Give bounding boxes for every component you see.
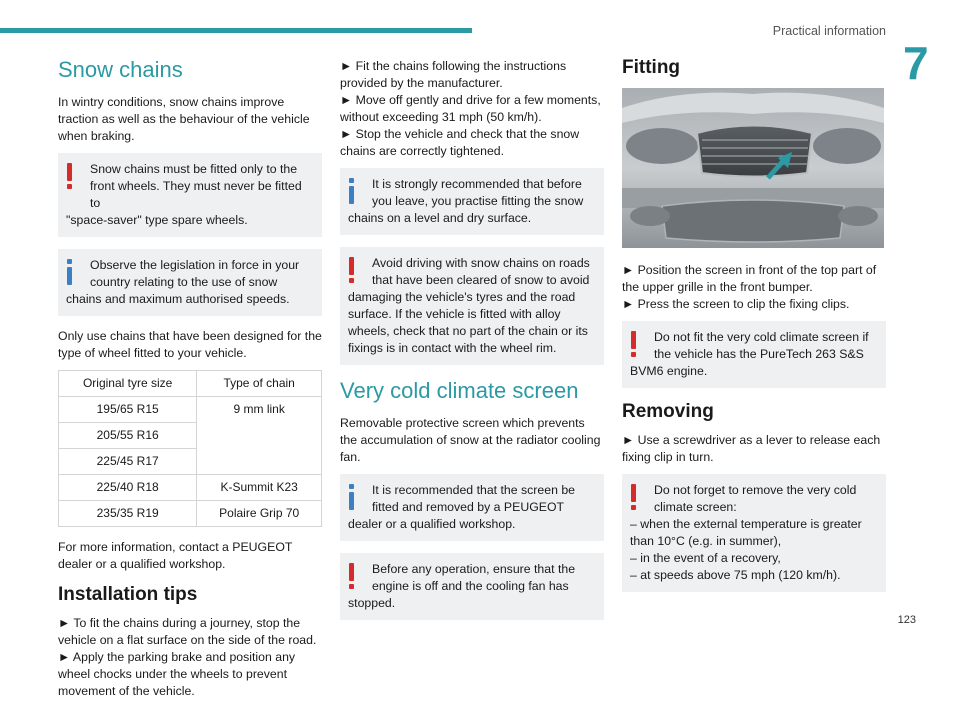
column-1 [58,52,322,708]
table-header: Type of chain [197,371,322,397]
table-header-row [59,371,322,397]
installation-steps [58,615,322,700]
removing-step: ► Use a screwdriver as a lever to release each fixing clip in turn. [622,433,881,464]
step-item: ► Press the screen to clip the fixing clips. [622,297,850,311]
info-icon [346,178,358,204]
snow-chains-heading: Snow chains [58,57,183,82]
warning-note: Do not fit the very cold climate screen if the vehicle has the PureTech 263 S&S BVM6 engine. [622,321,886,388]
list-item: – when the external temperature is greater than 10°C (e.g. in summer), [630,517,862,548]
warning-icon [628,484,640,510]
chain-usage-text: Only use chains that have been designed for the type of wheel fitted to your vehicle. [58,329,322,360]
step-item: ► To fit the chains during a journey, stop the vehicle on a flat surface on the side of the road. [58,616,317,647]
column-2 [340,58,604,632]
table-cell: 225/40 R18 [59,475,197,501]
warning-icon [346,563,358,589]
step-item: ► Move off gently and drive for a few moments, without exceeding 31 mph (50 km/h). [340,93,601,124]
fitting-steps [622,262,886,313]
cold-climate-heading: Very cold climate screen [340,378,579,403]
info-note: It is recommended that the screen be fitted and removed by a PEUGEOT dealer or a qualified workshop. [340,474,604,541]
step-item: ► Fit the chains following the instructions provided by the manufacturer. [340,59,567,90]
warning-note: Do not forget to remove the very cold climate screen: – when the external temperature is greater than 10°C (e.g. in summer), – in the event of a recovery, – at speeds above 75 mph (120 km/h). [622,474,886,592]
info-icon [346,484,358,510]
table-header: Original tyre size [59,371,197,397]
warning-icon [346,257,358,283]
info-note: It is strongly recommended that before you leave, you practise fitting the snow chains on a level and dry surface. [340,168,604,235]
table-cell: 235/35 R19 [59,501,197,527]
page-number: 123 [897,614,916,626]
table-row [59,501,322,527]
fitting-heading: Fitting [622,57,681,78]
warning-note: Avoid driving with snow chains on roads that have been cleared of snow to avoid damaging the vehicle's tyres and the road surface. If the vehicle is fitted with alloy wheels, check that no part of the chain or its fixings is in contact with the wheel rim. [340,247,604,365]
column-3 [622,52,886,604]
section-title: Practical information [772,24,886,38]
removing-heading: Removing [622,401,714,422]
table-row [59,475,322,501]
warning-note: Snow chains must be fitted only to the front wheels. They must never be fitted to "space-saver" type spare wheels. [58,153,322,237]
table-cell: Polaire Grip 70 [197,501,322,527]
step-item: ► Apply the parking brake and position any wheel chocks under the wheels to prevent movement of the vehicle. [58,650,296,698]
header-accent-bar [0,28,472,33]
warning-icon [64,163,76,189]
chapter-number: 7 [903,37,929,89]
warning-icon [628,331,640,357]
info-icon [64,259,76,285]
table-row [59,397,322,423]
installation-tips-heading: Installation tips [58,584,198,605]
list-item: – at speeds above 75 mph (120 km/h). [630,568,841,582]
table-cell: 205/55 R16 [59,423,197,449]
table-cell: 9 mm link [197,397,322,475]
car-front-grille-image [622,88,884,248]
step-item: ► Position the screen in front of the top part of the upper grille in the front bumper. [622,263,877,294]
snow-chains-intro: In wintry conditions, snow chains improve traction as well as the behaviour of the vehicle when braking. [58,95,310,143]
fitting-chain-steps [340,58,604,160]
list-item: – in the event of a recovery, [630,551,781,565]
more-info-text: For more information, contact a PEUGEOT dealer or a qualified workshop. [58,540,293,571]
info-note: Observe the legislation in force in your country relating to the use of snow chains and maximum authorised speeds. [58,249,322,316]
table-cell: 195/65 R15 [59,397,197,423]
table-cell: 225/45 R17 [59,449,197,475]
cold-climate-intro: Removable protective screen which prevents the accumulation of snow at the radiator cooling fan. [340,416,601,464]
table-cell: K-Summit K23 [197,475,322,501]
chain-table [58,370,322,527]
warning-note: Before any operation, ensure that the engine is off and the cooling fan has stopped. [340,553,604,620]
step-item: ► Stop the vehicle and check that the snow chains are correctly tightened. [340,127,580,158]
